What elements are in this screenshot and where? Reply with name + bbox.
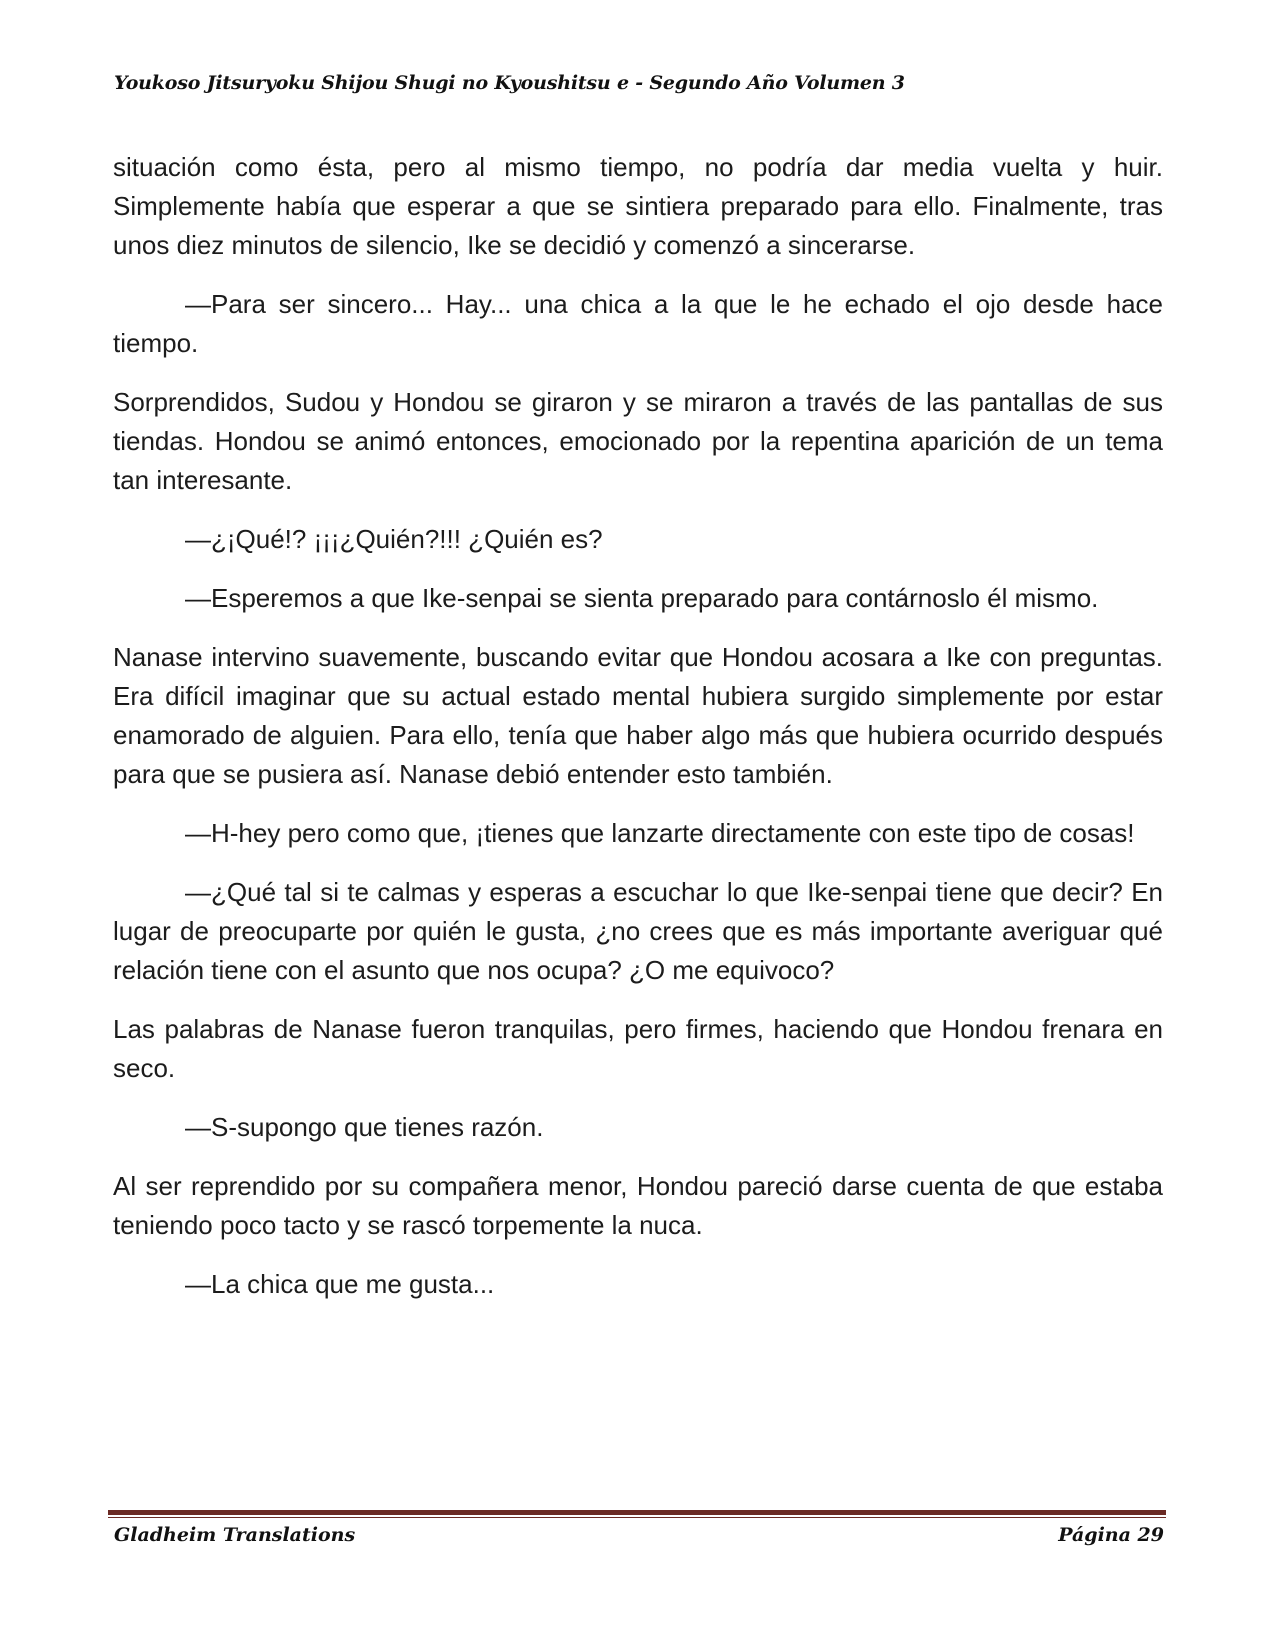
dialog-line: —Esperemos a que Ike-senpai se sienta preparado para contárnoslo él mismo. [185, 583, 1099, 613]
body-text [113, 148, 1163, 1324]
dialog-line: —¿¡Qué!? ¡¡¡¿Quién?!!! ¿Quién es? [185, 524, 603, 554]
dialog-line: —¿Qué tal si te calmas y esperas a escuchar lo que Ike-senpai tiene que decir? En lugar de preocuparte por quién le gusta, ¿no crees que es más importante averiguar qué relación tiene con el asunto que nos ocupa? ¿O me equivoco? [113, 877, 1163, 985]
dialog-line: —H-hey pero como que, ¡tienes que lanzarte directamente con este tipo de cosas! [185, 818, 1135, 848]
paragraph: Al ser reprendido por su compañera menor, Hondou pareció darse cuenta de que estaba teniendo poco tacto y se rascó torpemente la nuca. [113, 1171, 1163, 1240]
dialog-line: —Para ser sincero... Hay... una chica a la que le he echado el ojo desde hace tiempo. [113, 289, 1163, 358]
dialog-line: —S-supongo que tienes razón. [185, 1112, 544, 1142]
footer-page-number: Página 29 [1058, 1524, 1164, 1546]
paragraph: situación como ésta, pero al mismo tiempo, no podría dar media vuelta y huir. Simplemente había que esperar a que se sintiera preparado para ello. Finalmente, tras unos diez minutos de silencio, Ike se decidió y comenzó a sincerarse. [113, 152, 1163, 260]
paragraph: Las palabras de Nanase fueron tranquilas, pero firmes, haciendo que Hondou frenara en seco. [113, 1014, 1163, 1083]
footer-divider [108, 1510, 1166, 1518]
footer-divider-thin [108, 1517, 1166, 1518]
paragraph: Sorprendidos, Sudou y Hondou se giraron y se miraron a través de las pantallas de sus tiendas. Hondou se animó entonces, emocionado por la repentina aparición de un tema tan interesante. [113, 387, 1163, 495]
page-header-title: Youkoso Jitsuryoku Shijou Shugi no Kyoushitsu e - Segundo Año Volumen 3 [114, 72, 905, 94]
paragraph: Nanase intervino suavemente, buscando evitar que Hondou acosara a Ike con preguntas. Era difícil imaginar que su actual estado mental hubiera surgido simplemente por estar enamorado de alguien. Para ello, tenía que haber algo más que hubiera ocurrido después para que se pusiera así. Nanase debió entender esto también. [113, 642, 1163, 789]
footer-translator-credit: Gladheim Translations [114, 1524, 356, 1546]
dialog-line: —La chica que me gusta... [185, 1269, 495, 1299]
